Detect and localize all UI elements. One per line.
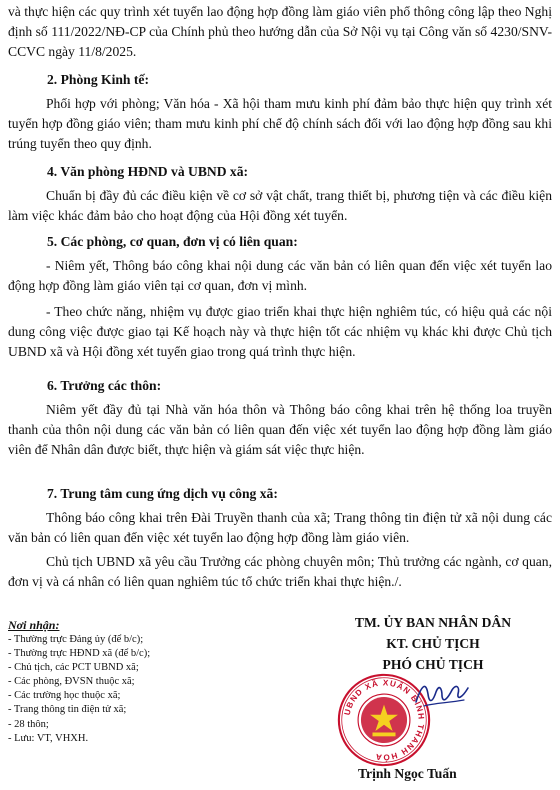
section-heading-office: 4. Văn phòng HĐND và UBND xã: [47,164,249,179]
section-heading-departments: 5. Các phòng, cơ quan, đơn vị có liên quan: [47,234,298,249]
seal-gear-base [372,732,395,736]
recipient-item: - 28 thôn; [8,718,49,730]
seal-text-path: UBND XÃ XUÂN BÌNH THANH HÓA [342,678,426,762]
recipients-list [8,633,308,746]
section-paragraph-economy: Phối hợp với phòng; Văn hóa - Xã hội tham mưu kinh phí đảm bảo thực hiện quy trình xét tuyển hợp đồng giáo viên; tham mưu kinh phí chế độ chính sách đối với lao động hợp đồng sau khi trúng tuyển theo quy định. [8,96,552,151]
recipient-item: - Trang thông tin điện tử xã; [8,704,127,716]
section-paragraph-villages: Niêm yết đầy đủ tại Nhà văn hóa thôn và Thông báo công khai trên hệ thống loa truyền thanh của thôn nội dung các văn bản có liên quan đến việc xét tuyển lao động hợp đồng làm giáo viên để Nhân dân được biết, thực hiện và giám sát việc thực hiện. [8,402,552,457]
section-paragraph-office: Chuẩn bị đầy đủ các điều kiện về cơ sở vật chất, trang thiết bị, phương tiện và các điều kiện làm việc khác đảm bảo cho hoạt động của Hội đồng xét tuyển. [8,188,552,223]
section-paragraph-departments-2: - Theo chức năng, nhiệm vụ được giao triển khai thực hiện nghiêm túc, có hiệu quả các nội dung công việc được giao tại Kế hoạch này và thực hiện tốt các nhiệm vụ khác khi được Chủ tịch UBND xã và Hội đồng xét tuyển giao trong quá trình thực hiện. [8,304,552,359]
section-heading-villages: 6. Trưởng các thôn: [47,378,162,393]
section-heading-service-center: 7. Trung tâm cung ứng dịch vụ công xã: [47,486,278,501]
signer-name: Trịnh Ngọc Tuấn [358,766,457,781]
recipient-item: - Thường trực HĐND xã (để b/c); [8,648,151,660]
recipients-title: Nơi nhận: [8,618,60,632]
signature-title-line-2: KT. CHỦ TỊCH [386,636,480,651]
signature-stroke [416,686,468,702]
handwritten-signature-icon [412,676,472,714]
section-paragraph-departments-1: - Niêm yết, Thông báo công khai nội dung các văn bản có liên quan đến việc xét tuyển lao động hợp đồng làm giáo viên tại cơ quan, đơn vị mình. [8,258,552,293]
recipient-item: - Các phòng, ĐVSN thuộc xã; [8,676,135,688]
closing-paragraph: Chủ tịch UBND xã yêu cầu Trưởng các phòng chuyên môn; Thủ trưởng các ngành, cơ quan, đơn vị và cá nhân có liên quan nghiêm túc tổ chức triển khai thực hiện./. [8,554,552,589]
recipient-item: - Lưu: VT, VHXH. [8,732,89,744]
recipient-item: - Chủ tịch, các PCT UBND xã; [8,662,139,674]
signature-title-line-1: TM. ỦY BAN NHÂN DÂN [354,615,512,630]
recipient-item: - Các trường học thuộc xã; [8,690,121,702]
section-heading-economy: 2. Phòng Kinh tế: [47,72,149,87]
signature-title-line-3: PHÓ CHỦ TỊCH [382,657,484,672]
signature-block [318,612,548,675]
recipient-item: - Thường trực Đảng ủy (để b/c); [8,634,144,645]
intro-paragraph: và thực hiện các quy trình xét tuyển lao động hợp đồng làm giáo viên phổ thông công lập theo Nghị định số 111/2022/NĐ-CP của Chính phủ theo hướng dẫn của Sở Nội vụ tại Công văn số 4230/SNV-CCVC ngày 11/8/2025. [8,4,552,59]
section-paragraph-service-center: Thông báo công khai trên Đài Truyền thanh của xã; Trang thông tin điện tử xã nội dung các văn bản có liên quan đến việc xét tuyển lao động hợp đồng làm giáo viên. [8,510,552,545]
